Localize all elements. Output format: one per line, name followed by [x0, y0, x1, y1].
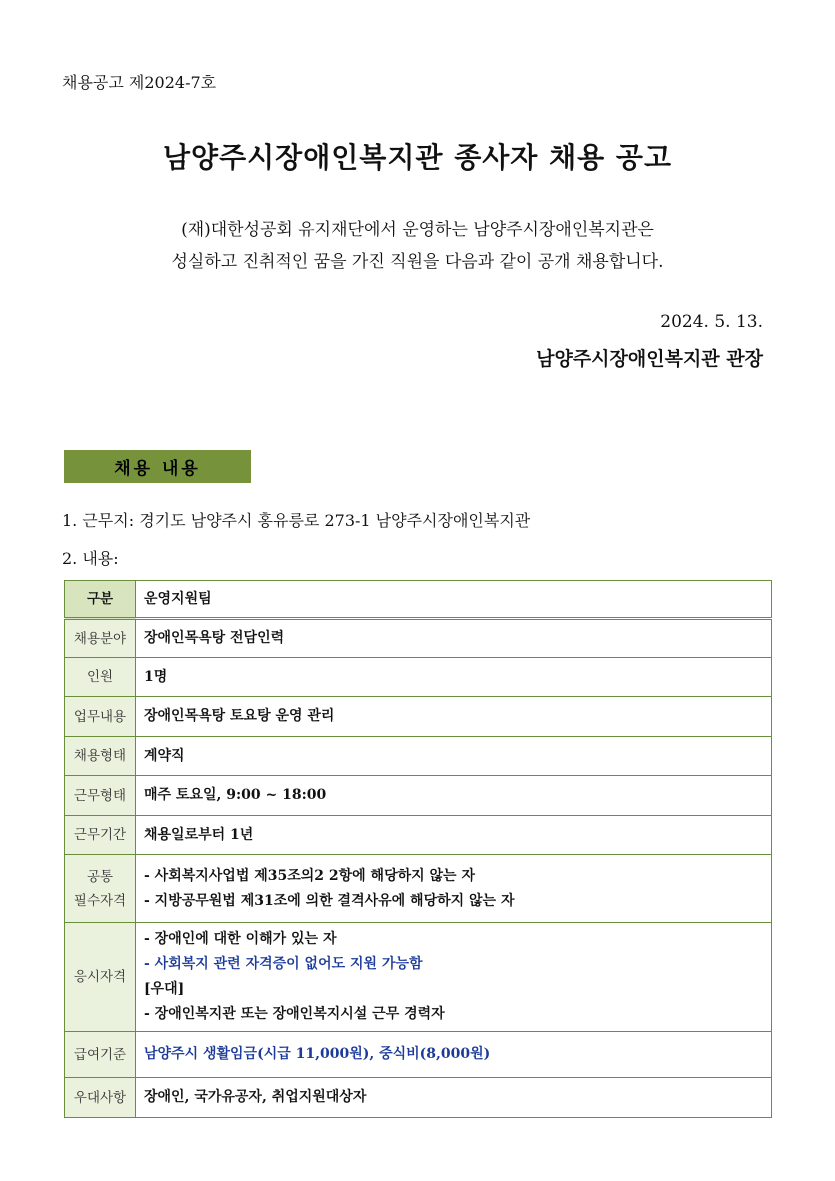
notice-number: 채용공고 제2024-7호 — [62, 73, 217, 92]
common-requirements-label-line-2: 필수자격 — [73, 892, 127, 909]
table-row — [65, 658, 772, 697]
field-label: 채용분야 — [65, 619, 136, 658]
table-row — [65, 737, 772, 776]
work-schedule-label: 근무형태 — [65, 776, 136, 816]
qualifications-label: 응시자격 — [65, 923, 136, 1032]
duties-value: 장애인목욕탕 토요탕 운영 관리 — [136, 697, 772, 737]
salary-label: 급여기준 — [65, 1032, 136, 1078]
table-row — [65, 619, 772, 658]
table-row — [65, 923, 772, 1032]
list-item: - 장애인에 대한 이해가 있는 자 — [144, 931, 337, 947]
list-item: - 지방공무원법 제31조에 의한 결격사유에 해당하지 않는 자 — [144, 892, 515, 909]
recruitment-table — [64, 580, 772, 1118]
headcount-value: 1명 — [136, 658, 772, 697]
table-row — [65, 1032, 772, 1078]
work-schedule-value: 매주 토요일, 9:00 ~ 18:00 — [136, 776, 772, 816]
section-title: 채용 내용 — [64, 450, 251, 483]
content-label: 2. 내용: — [62, 549, 119, 568]
common-requirements-label-line-1: 공통 — [86, 868, 114, 885]
workplace-line: 1. 근무지: 경기도 남양주시 홍유릉로 273-1 남양주시장애인복지관 — [62, 511, 531, 530]
intro-line-1: (재)대한성공회 유지재단에서 운영하는 남양주시장애인복지관은 — [181, 220, 654, 240]
work-period-value: 채용일로부터 1년 — [136, 816, 772, 855]
table-row — [65, 816, 772, 855]
list-item: - 사회복지 관련 자격증이 없어도 지원 가능함 — [144, 956, 423, 972]
page-title: 남양주시장애인복지관 종사자 채용 공고 — [162, 141, 673, 174]
intro-line-2: 성실하고 진취적인 꿈을 가진 직원을 다음과 같이 공개 채용합니다. — [171, 252, 664, 272]
work-period-label: 근무기간 — [65, 816, 136, 855]
headcount-label: 인원 — [65, 658, 136, 697]
table-row — [65, 581, 772, 619]
duties-label: 업무내용 — [65, 697, 136, 737]
table-row — [65, 697, 772, 737]
header-value: 운영지원팀 — [136, 581, 772, 619]
table-row — [65, 855, 772, 923]
common-requirements-label — [65, 855, 136, 923]
header-label: 구분 — [65, 581, 136, 619]
preference-value: 장애인, 국가유공자, 취업지원대상자 — [136, 1078, 772, 1118]
field-value: 장애인목욕탕 전담인력 — [136, 619, 772, 658]
list-item: - 사회복지사업법 제35조의2 2항에 해당하지 않는 자 — [144, 867, 475, 884]
intro-paragraph — [0, 214, 835, 278]
employment-type-label: 채용형태 — [65, 737, 136, 776]
signer: 남양주시장애인복지관 관장 — [536, 348, 763, 370]
list-item: - 장애인복지관 또는 장애인복지시설 근무 경력자 — [144, 1006, 445, 1022]
preference-label: 우대사항 — [65, 1078, 136, 1118]
qualifications-value — [136, 923, 772, 1032]
list-item: [우대] — [144, 981, 185, 997]
common-requirements-value — [136, 855, 772, 923]
salary-value: 남양주시 생활임금(시급 11,000원), 중식비(8,000원) — [136, 1032, 772, 1078]
employment-type-value: 계약직 — [136, 737, 772, 776]
notice-date: 2024. 5. 13. — [660, 312, 763, 332]
table-row — [65, 776, 772, 816]
table-row — [65, 1078, 772, 1118]
